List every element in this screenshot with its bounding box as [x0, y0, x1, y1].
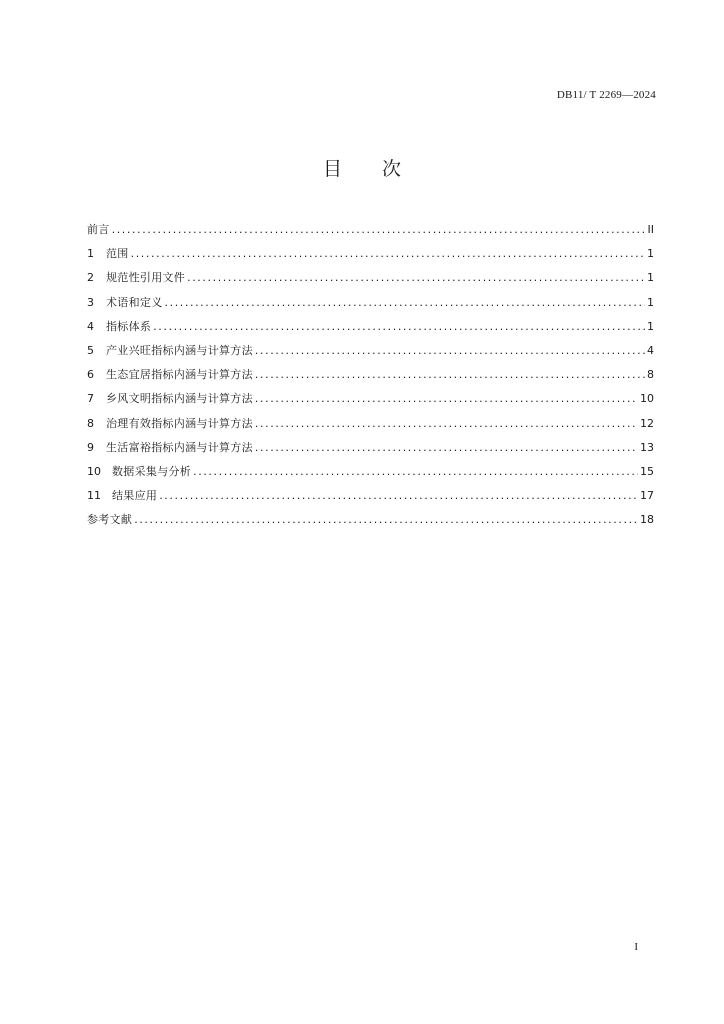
toc-dot-leader	[159, 489, 638, 502]
toc-dot-leader	[112, 223, 646, 236]
toc-dot-leader	[255, 344, 645, 357]
toc-entry-references[interactable]	[87, 511, 654, 535]
toc-entry-2[interactable]	[87, 269, 654, 293]
toc-entry-text: 范围	[106, 247, 129, 261]
toc-entry-number: 6	[87, 368, 94, 382]
toc-entry-page: 1	[647, 295, 654, 309]
toc-entry-number: 4	[87, 319, 94, 333]
toc-entry-foreword[interactable]	[87, 221, 654, 245]
toc-entry-number: 11	[87, 489, 101, 503]
toc-entry-page: 1	[647, 319, 654, 333]
table-of-contents	[87, 221, 654, 535]
toc-dot-leader	[131, 247, 645, 260]
toc-entry-9[interactable]	[87, 439, 654, 463]
toc-entry-text: 结果应用	[112, 489, 158, 503]
toc-entry-7[interactable]	[87, 390, 654, 414]
toc-entry-text: 生态宜居指标内涵与计算方法	[106, 368, 253, 382]
toc-dot-leader	[255, 441, 638, 454]
toc-entry-page: 17	[640, 489, 654, 503]
toc-entry-4[interactable]	[87, 318, 654, 342]
toc-entry-number: 2	[87, 271, 94, 285]
toc-dot-leader	[193, 465, 638, 478]
toc-entry-10[interactable]	[87, 463, 654, 487]
toc-entry-text: 产业兴旺指标内涵与计算方法	[106, 343, 253, 357]
toc-entry-text: 生活富裕指标内涵与计算方法	[106, 440, 253, 454]
toc-entry-page: 12	[640, 416, 654, 430]
document-code: DB11/ T 2269—2024	[556, 89, 656, 101]
toc-entry-6[interactable]	[87, 366, 654, 390]
page-number: I	[634, 941, 638, 953]
toc-dot-leader	[255, 417, 638, 430]
toc-entry-3[interactable]	[87, 294, 654, 318]
toc-title: 目次	[322, 158, 441, 180]
toc-entry-11[interactable]	[87, 487, 654, 511]
toc-entry-page: 18	[640, 513, 654, 527]
toc-entry-8[interactable]	[87, 415, 654, 439]
toc-entry-text: 乡风文明指标内涵与计算方法	[106, 392, 253, 406]
toc-entry-number: 3	[87, 295, 94, 309]
toc-entry-number: 10	[87, 464, 101, 478]
toc-dot-leader	[187, 271, 645, 284]
toc-dot-leader	[153, 320, 645, 333]
toc-entry-page: 10	[640, 392, 654, 406]
toc-entry-page: II	[647, 223, 654, 236]
toc-dot-leader	[255, 368, 645, 381]
toc-entry-text: 数据采集与分析	[112, 464, 192, 478]
toc-entry-1[interactable]	[87, 245, 654, 269]
toc-entry-text: 术语和定义	[106, 295, 163, 309]
toc-entry-page: 1	[647, 271, 654, 285]
toc-entry-page: 1	[647, 247, 654, 261]
toc-entry-5[interactable]	[87, 342, 654, 366]
toc-dot-leader	[134, 513, 638, 526]
toc-entry-number: 7	[87, 392, 94, 406]
toc-entry-number: 1	[87, 247, 94, 261]
toc-entry-text: 参考文献	[87, 513, 133, 527]
toc-dot-leader	[165, 296, 646, 309]
toc-entry-text: 前言	[87, 223, 110, 236]
toc-entry-text: 治理有效指标内涵与计算方法	[106, 416, 253, 430]
toc-entry-page: 8	[647, 368, 654, 382]
toc-entry-page: 13	[640, 440, 654, 454]
toc-dot-leader	[255, 392, 638, 405]
toc-entry-number: 8	[87, 416, 94, 430]
toc-entry-page: 4	[647, 343, 654, 357]
toc-entry-text: 规范性引用文件	[106, 271, 186, 285]
toc-entry-number: 9	[87, 440, 94, 454]
toc-entry-page: 15	[640, 464, 654, 478]
toc-entry-number: 5	[87, 343, 94, 357]
toc-entry-text: 指标体系	[106, 319, 152, 333]
